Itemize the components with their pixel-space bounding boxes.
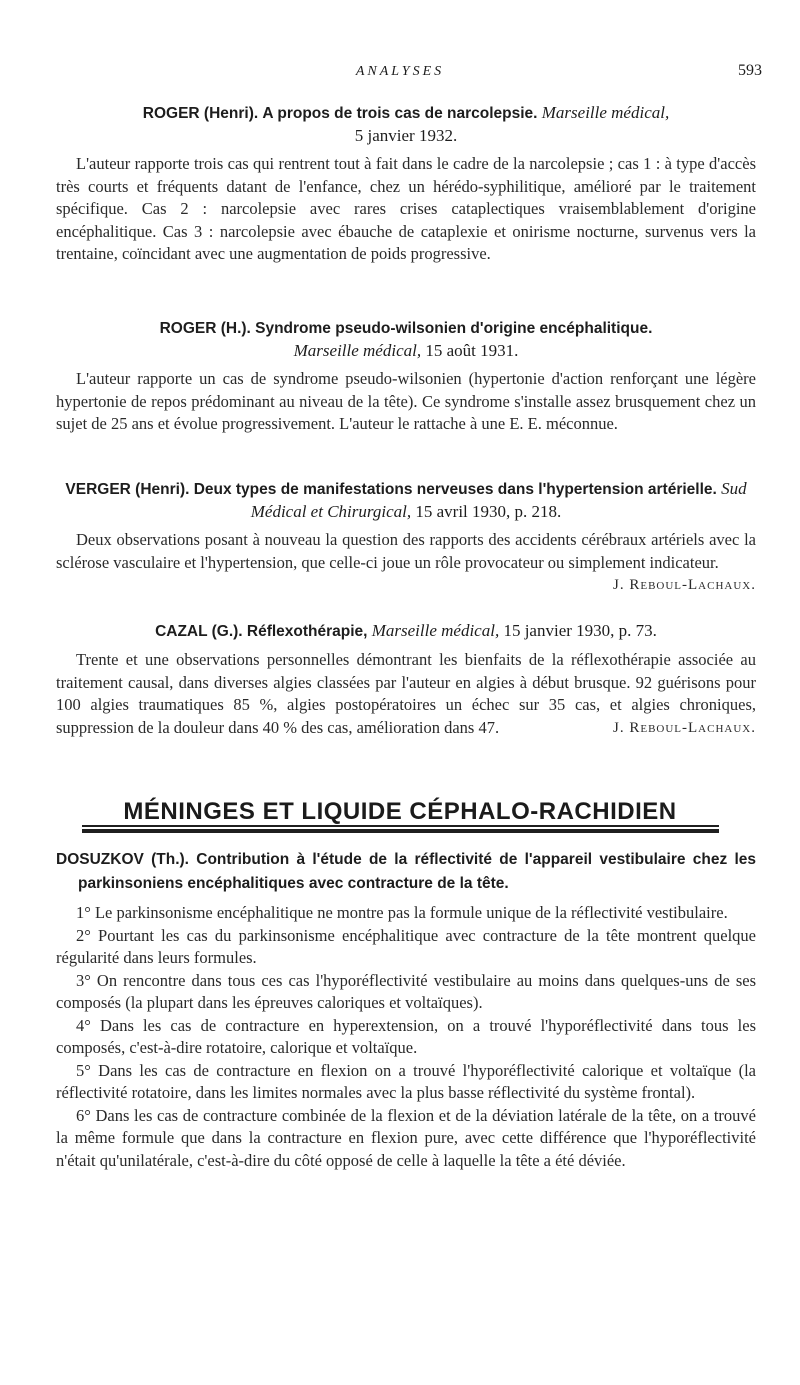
entry-signature: J. Reboul-Lachaux. — [613, 719, 756, 736]
entry-author: VERGER (Henri). — [65, 481, 190, 498]
entry-date: 15 avril 1930, p. 218. — [415, 502, 562, 521]
entry-author: CAZAL (G.). — [155, 623, 243, 640]
entry-heading — [56, 848, 756, 896]
finding-point: 4° Dans les cas de contracture en hyperextension, on a trouvé l'hyporéflectivité dans tous les composés, c'est-à-dire rotatoire, calorique et voltaïque. — [56, 1015, 756, 1057]
abstract-entry — [56, 620, 756, 739]
entry-author: ROGER (Henri). — [142, 105, 259, 122]
entry-source: Marseille médical, — [371, 621, 500, 640]
finding-point: 5° Dans les cas de contracture en flexion on a trouvé l'hyporéflectivité calorique et voltaïque (la réflectivité rotatoire, dans les limites normales avec la plus basse réflectivité du système frontal). — [56, 1060, 756, 1102]
section-title: MÉNINGES ET LIQUIDE CÉPHALO-RACHIDIEN — [123, 798, 677, 825]
finding-point: 2° Pourtant les cas du parkinsonisme encéphalitique avec contracture de la tête montrent quelque régularité dans leurs formules. — [56, 925, 756, 967]
entry-text-content: Trente et une observations personnelles démontrant les bienfaits de la réflexothérapie associée au traitement causal, dans diverses algies classées par l'auteur en algies à début brusque. 92 guérisons pour 100 algies traumatiques 85 %, algies postopératoires un échec sur 35 cas, et algies chroniques, suppression de la douleur dans 40 % des cas, amélioration dans 47. — [56, 650, 756, 737]
entry-author: ROGER (H.). — [159, 320, 251, 337]
entry-body — [56, 368, 756, 436]
entry-source: Sud Médical et Chirurgical, — [250, 479, 747, 521]
entry-source: Marseille médical, — [293, 341, 422, 360]
entry-body — [56, 529, 756, 593]
entry-body — [56, 649, 756, 739]
page-number: 593 — [738, 62, 762, 79]
entry-text-content: Deux observations posant à nouveau la question des rapports des accidents cérébraux artériels avec la sclérose vasculaire et l'hypertension, que celle-ci joue un rôle provocateur ou simplement indicateur. — [56, 530, 756, 572]
section-rule — [82, 829, 719, 833]
entry-date: 5 janvier 1932. — [354, 126, 458, 145]
entry-text — [56, 649, 756, 739]
finding-point: 3° On rencontre dans tous ces cas l'hyporéflectivité vestibulaire au moins dans quelques-uns de ses composés (la plupart dans les épreuves caloriques et voltaïques). — [56, 970, 756, 1012]
entry-heading — [56, 478, 756, 523]
entry-title: Réflexothérapie, — [246, 623, 368, 640]
entry-title: Syndrome pseudo-wilsonien d'origine encéphalitique. — [255, 320, 653, 337]
abstract-entry-dosuzkov — [56, 848, 756, 1172]
entry-text: L'auteur rapporte un cas de syndrome pseudo-wilsonien (hypertonie d'action renforçant une légère hypertonie de repos prédominant au niveau de la tête). Ce syndrome s'installe assez brusquement chez un sujet de 25 ans et évolue progressivement. L'auteur le rattache à une E. E. méconnue. — [56, 369, 756, 433]
entry-text — [56, 529, 756, 593]
entry-heading — [56, 620, 756, 643]
entry-date: 15 août 1931. — [425, 341, 519, 360]
entry-heading — [56, 102, 756, 147]
entry-title: A propos de trois cas de narcolepsie. — [262, 105, 538, 122]
finding-point: 1° Le parkinsonisme encéphalitique ne montre pas la formule unique de la réflectivité vestibulaire. — [76, 903, 728, 922]
entry-text: L'auteur rapporte trois cas qui rentrent tout à fait dans le cadre de la narcolepsie ; cas 1 : à type d'accès très courts et fréquents datant de l'enfance, chez un hérédo-syphilitique, amélioré par le traitement spécifique. Cas 2 : narcolepsie avec rares crises cataplectiques vraisemblablement d'origine encéphalitique. Cas 3 : narcolepsie avec ébauche de cataplexie et onirisme nocturne, survenus vers la trentaine, coïncidant avec une augmentation de poids progressive. — [56, 154, 756, 263]
running-title: ANALYSES — [355, 64, 445, 79]
entry-body — [56, 153, 756, 266]
entry-title: Contribution à l'étude de la réflectivité de l'appareil vestibulaire chez les parkinsoniens encéphalitiques avec contracture de la tête. — [78, 851, 756, 892]
entry-signature: J. Reboul-Lachaux. — [613, 577, 756, 593]
entry-title: Deux types de manifestations nerveuses dans l'hypertension artérielle. — [193, 481, 717, 498]
section-rule — [82, 825, 719, 827]
entry-author: DOSUZKOV (Th.). — [56, 851, 189, 868]
finding-point: 6° Dans les cas de contracture combinée de la flexion et de la déviation latérale de la tête, on a trouvé la même formule que dans la contracture en flexion pure, avec cette différence que l'hyporéflectivité n'était qu'unilatérale, c'est-à-dire du côté opposé de celle à laquelle la tête a été déviée. — [56, 1105, 756, 1170]
entry-body — [56, 902, 756, 1172]
abstract-entry — [56, 102, 756, 266]
entry-date: 15 janvier 1930, p. 73. — [503, 621, 657, 640]
page-header — [0, 62, 800, 86]
entry-source: Marseille médical, — [541, 103, 670, 122]
abstract-entry — [56, 317, 756, 436]
abstract-entry — [56, 478, 756, 597]
entry-heading — [56, 317, 756, 362]
